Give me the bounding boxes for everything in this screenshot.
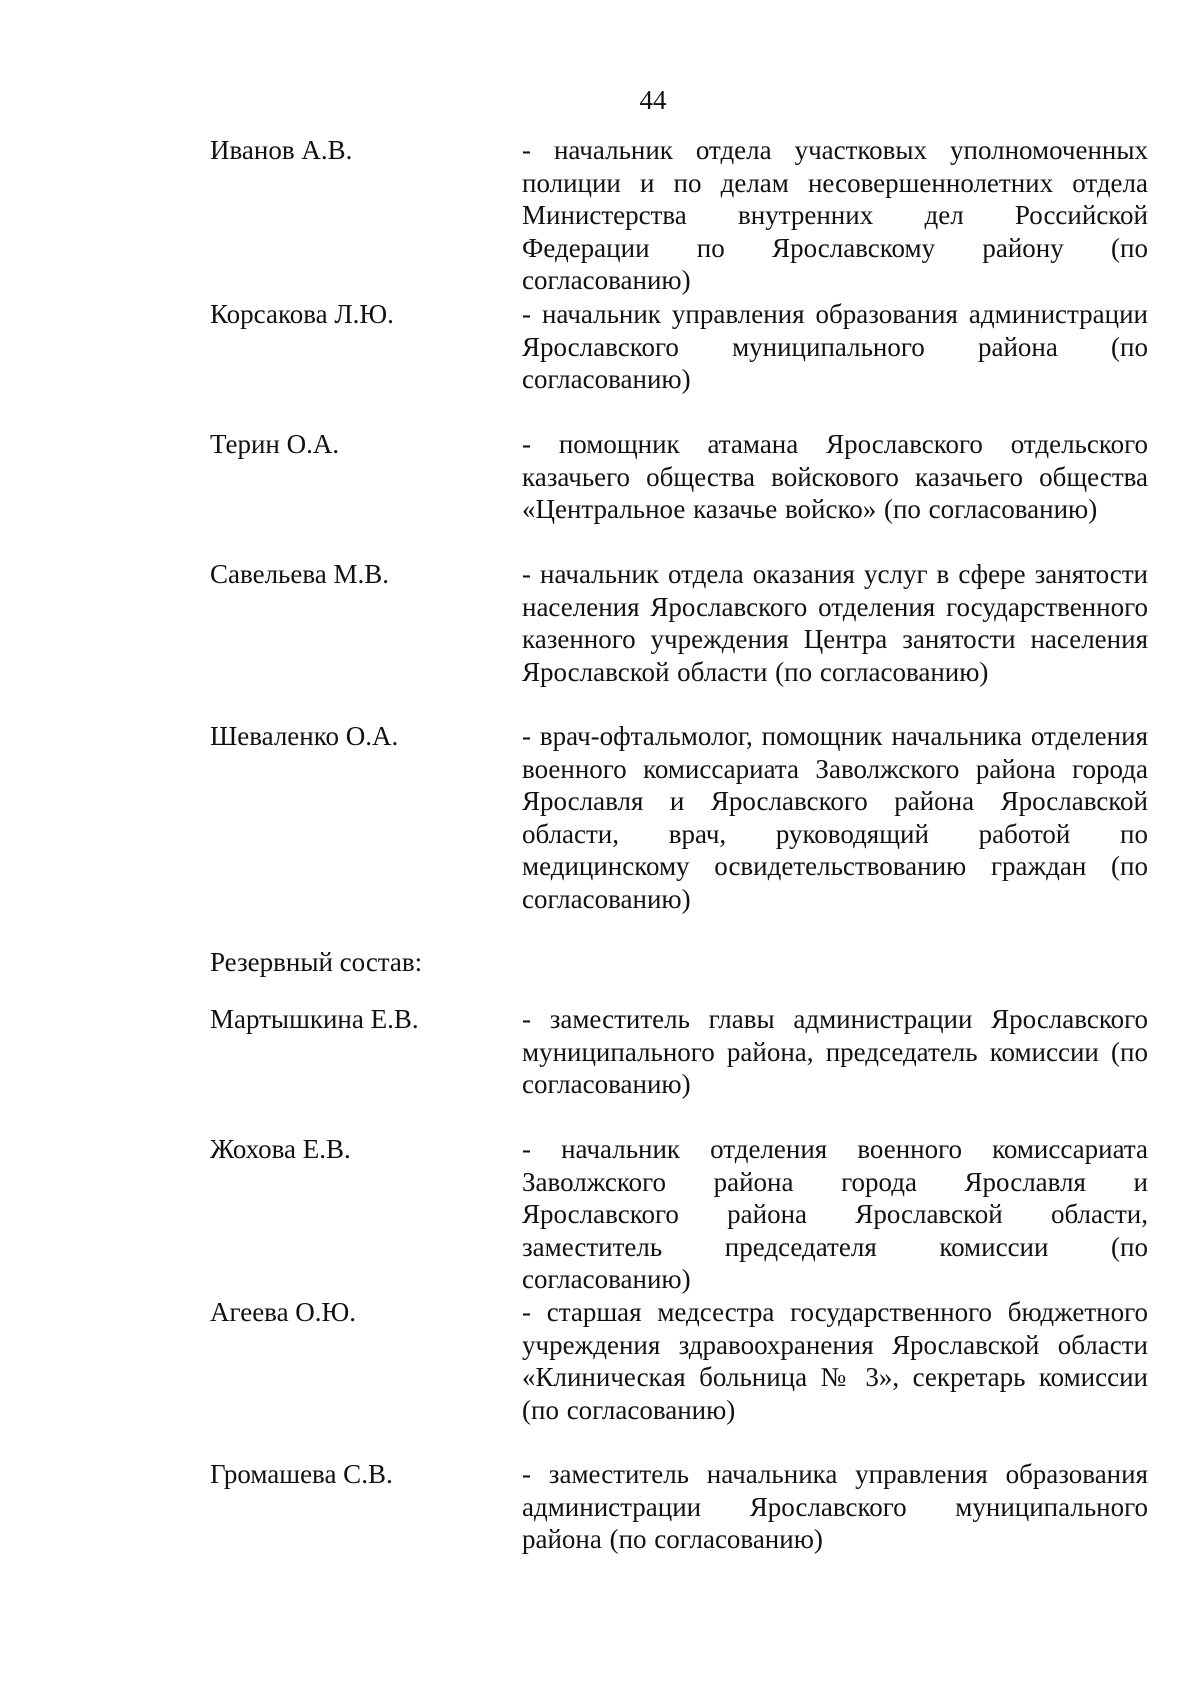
member-description: - старшая медсестра государственного бюджетного учреждения здравоохранения Ярославской области «Клиническая больница № 3», секретарь комиссии (по согласованию) (522, 1297, 1148, 1425)
member-name: Шеваленко О.А. (210, 721, 399, 751)
member-name: Громашева С.В. (210, 1459, 393, 1489)
member-description: - врач-офтальмолог, помощник начальника отделения военного комиссариата Заволжского района города Ярославля и Ярославского района Ярославской области, врач, руководящий работой по медицинскому освидетельствованию граждан (по согласованию) (522, 721, 1148, 914)
member-name: Савельева М.В. (210, 559, 389, 589)
member-description: - помощник атамана Ярославского отдельского казачьего общества войскового казачьего общества «Центральное казачье войско» (по согласованию) (522, 429, 1148, 525)
member-description: - заместитель начальника управления образования администрации Ярославского муниципального района (по согласованию) (522, 1459, 1148, 1555)
member-name: Мартышкина Е.В. (210, 1004, 419, 1034)
member-description: - начальник отдела оказания услуг в сфере занятости населения Ярославского отделения государственного казенного учреждения Центра занятости населения Ярославской области (по согласованию) (522, 559, 1148, 687)
member-description: - начальник отделения военного комиссариата Заволжского района города Ярославля и Ярославского района Ярославской области, заместитель председателя комиссии (по согласованию) (522, 1134, 1148, 1295)
member-name: Корсакова Л.Ю. (210, 299, 394, 329)
member-description: - начальник отдела участковых уполномоченных полиции и по делам несовершеннолетних отдела Министерства внутренних дел Российской Федерации по Ярославскому району (по согласованию) (522, 135, 1148, 296)
member-description: - начальник управления образования администрации Ярославского муниципального района (по согласованию) (522, 299, 1148, 395)
reserve-heading: Резервный состав: (210, 947, 423, 977)
member-name: Жохова Е.В. (210, 1134, 351, 1164)
member-name: Иванов А.В. (210, 135, 353, 165)
member-name: Агеева О.Ю. (210, 1297, 357, 1327)
member-name: Терин О.А. (210, 429, 340, 459)
member-description: - заместитель главы администрации Ярославского муниципального района, председатель комиссии (по согласованию) (522, 1004, 1148, 1100)
page-number: 44 (639, 85, 667, 115)
